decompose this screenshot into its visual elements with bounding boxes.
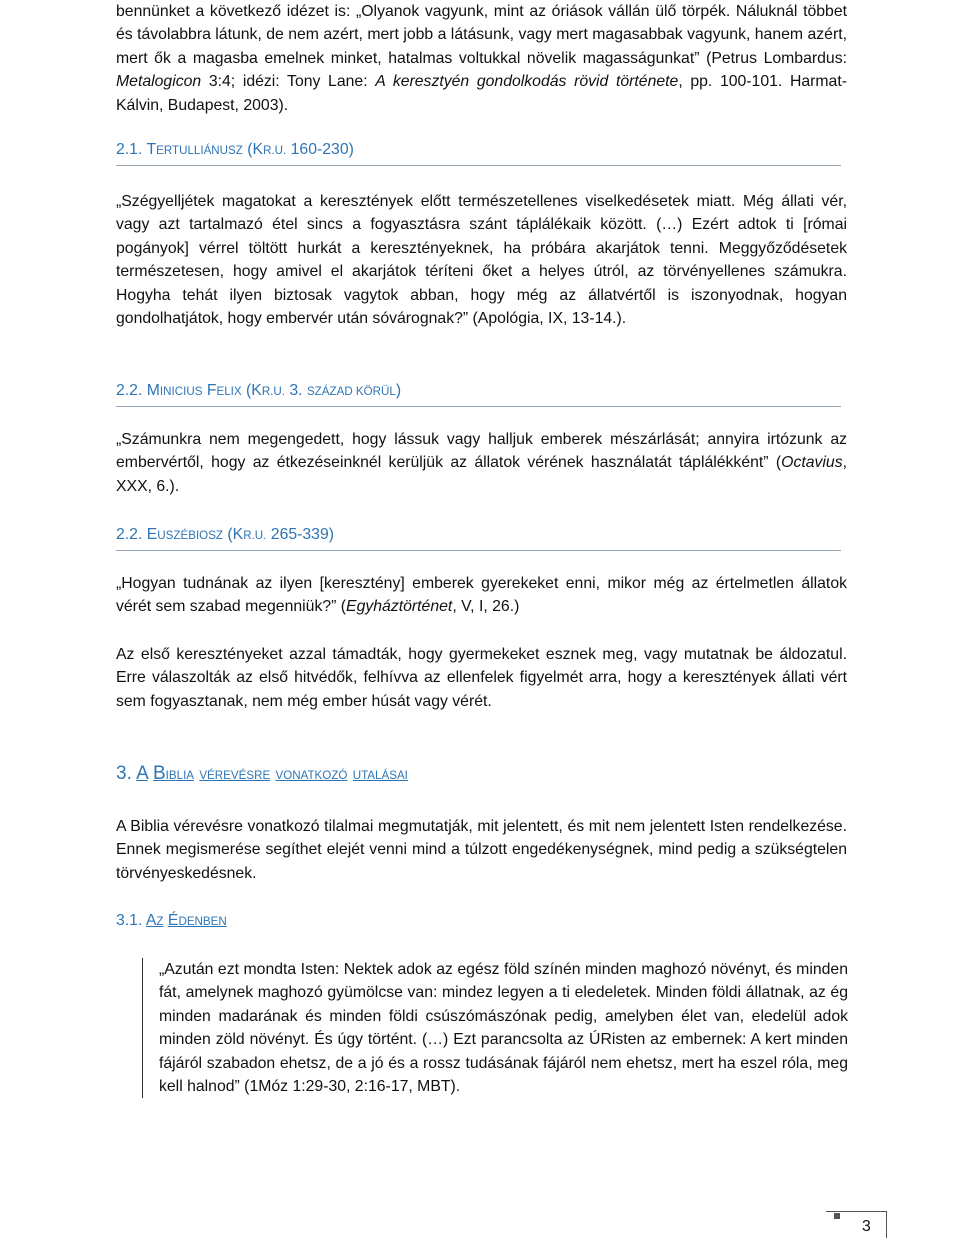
intro-work-title-2: A keresztyén gondolkodás rövid története	[375, 73, 679, 91]
heading-2-1	[116, 140, 841, 166]
heading-text: (K	[223, 526, 244, 543]
page-number-corner	[834, 1213, 840, 1219]
heading-text: E	[146, 526, 158, 543]
heading-number: 2.2.	[116, 382, 147, 399]
heading-text: VÉREVÉSRE	[199, 769, 271, 782]
heading-number: 2.1.	[116, 141, 147, 158]
paragraph-text: Az első keresztényeket azzal támadták, hogy gyermekeket esznek meg, vagy mutatnak be áldozatul. Erre válaszolták az első hitvédők, felhívva az ellenfelek figyelmét arra, hogy a keresztények állati vért sem fogyasztanak, nem még ember húsát vagy vérét.	[116, 646, 847, 710]
intro-text-part2: 3:4; idézi: Tony Lane:	[201, 73, 376, 91]
intro-text	[116, 0, 847, 117]
heading-text: M	[146, 382, 160, 399]
quote-tertullianus	[116, 190, 847, 330]
heading-number: 2.2.	[116, 526, 147, 543]
quote-minicius	[116, 428, 847, 498]
quote-text	[116, 572, 847, 619]
heading-text: 3.	[285, 382, 307, 399]
heading-text: USZÉBIOSZ	[157, 529, 224, 542]
heading-number: 3.	[116, 763, 137, 784]
heading-text: UTALÁSAI	[352, 769, 408, 782]
quote-text: „Azután ezt mondta Isten: Nektek adok az egész föld színén minden maghozó növényt, és minden fát, amelynek maghozó gyümölcse van: mindez legyen a ti eledeletek. Minden földi állatnak, az ég minden madarának és minden földi csúszómászónak pedig, amelyben élet van, eledelül adok minden zöld növényt. És úgy történt. (…) Ezt parancsolta az ÚRisten az embernek: A kert minden fájáról szabadon ehetsz, de a jó és a rossz tudásának fájáról nem ehetsz, mert ha eszel róla, meg kell halnod” (1Móz 1:29-30, 2:16-17, MBT).	[159, 961, 848, 1096]
heading-text: R.U.	[261, 385, 285, 398]
intro-paragraph	[116, 0, 847, 117]
quote-text-part2: , XXX, 6.).	[116, 454, 847, 495]
quote-genesis	[142, 958, 865, 1098]
quote-work-title: Egyháztörténet	[346, 598, 453, 616]
quote-work-title: Octavius	[781, 454, 843, 472]
heading-text: BIBLIA	[152, 763, 195, 784]
heading-text: (K	[241, 382, 262, 399]
page-number: 3	[862, 1218, 871, 1235]
quote-text	[116, 428, 847, 498]
heading-number: 3.1.	[116, 912, 146, 929]
heading-text: T	[146, 141, 157, 158]
heading-2-2-euszebiosz	[116, 525, 841, 551]
heading-text: (K	[242, 141, 264, 158]
heading-2-2-minicius	[116, 381, 841, 407]
heading-3	[116, 762, 847, 788]
heading-text: VONATKOZÓ	[275, 769, 348, 782]
heading-text: )	[395, 382, 402, 399]
paragraph-accusations	[116, 643, 847, 713]
paragraph-text: A Biblia vérevésre vonatkozó tilalmai megmutatják, mit jelentett, és mit nem jelentett Isten rendelkezése. Ennek megismerése segíthet elejét venni mind a túlzott engedékenységnek, mind pedig a szükségtelen törvényeskedésnek.	[116, 818, 847, 882]
heading-3-1	[116, 911, 847, 932]
intro-work-title-1: Metalogicon	[116, 73, 202, 91]
heading-text: INICIUS	[159, 385, 203, 398]
quote-euszebiosz	[116, 572, 847, 619]
paragraph-biblia	[116, 815, 847, 885]
quote-text: „Szégyelljétek magatokat a keresztények előtt természetellenes viselkedésetek miatt. Még állati vér, vagy azt tartalmazó étel sincs a fogyasztásra szánt táplálékaik között. (…) Ezért adtok ti [római pogányok] vérrel töltött hurkát a keresztényeknek, ha próbára akarjátok tenni. Meggyőződésetek természetesen, hogy amivel el akarjátok téríteni őket a helyes útról, az törvényellenes számukra. Hogyha tehát ilyen biztosak vagytok abban, hogy még az állatvértől is iszonyodnak, hogyan gondolhatjátok, hogy embervér után sóvárognak?” (Apológia, IX, 13-14.).	[116, 193, 847, 328]
heading-text: A	[136, 763, 148, 784]
heading-text: ERTULLIÁNUSZ	[156, 144, 243, 157]
quote-text-part2: , V, I, 26.)	[452, 598, 520, 616]
heading-text: 265-339)	[266, 526, 335, 543]
quote-text-part1: „Számunkra nem megengedett, hogy lássuk vagy halljuk emberek mészárlását; annyira irtózunk az embervértől, hogy az étkezéseinknél kerüljük az állatok vérének használatát táplálékként” (	[116, 431, 847, 472]
intro-text-part1: bennünket a következő idézet is: „Olyanok vagyunk, mint az óriások vállán ülő törpék. Náluknál többet és távolabbra látunk, de nem azért, mert jobb a látásunk, vagy mert magasabbak vagyunk, hanem azért, mert ők a magasba emelnek minket, hatalmas voltukkal növelik magasságunkat” (Petrus Lombardus:	[116, 3, 847, 67]
heading-text: SZÁZAD KÖRÜL	[306, 385, 396, 398]
heading-text: F	[202, 382, 217, 399]
quote-text-part1: „Hogyan tudnának az ilyen [keresztény] emberek gyerekeket enni, mikor még az értelmetlen állatok vérét sem szabad megenniük?” (	[116, 575, 847, 616]
heading-text: 160-230)	[286, 141, 354, 158]
intro-text-part3: , pp. 100-101. Harmat-Kálvin, Budapest, 2003).	[116, 73, 847, 114]
heading-text: ÉDENBEN	[167, 912, 227, 929]
heading-text: R.U.	[263, 144, 287, 157]
heading-text: ELIX	[216, 385, 242, 398]
heading-text: R.U.	[243, 529, 267, 542]
heading-text: AZ	[145, 912, 164, 929]
